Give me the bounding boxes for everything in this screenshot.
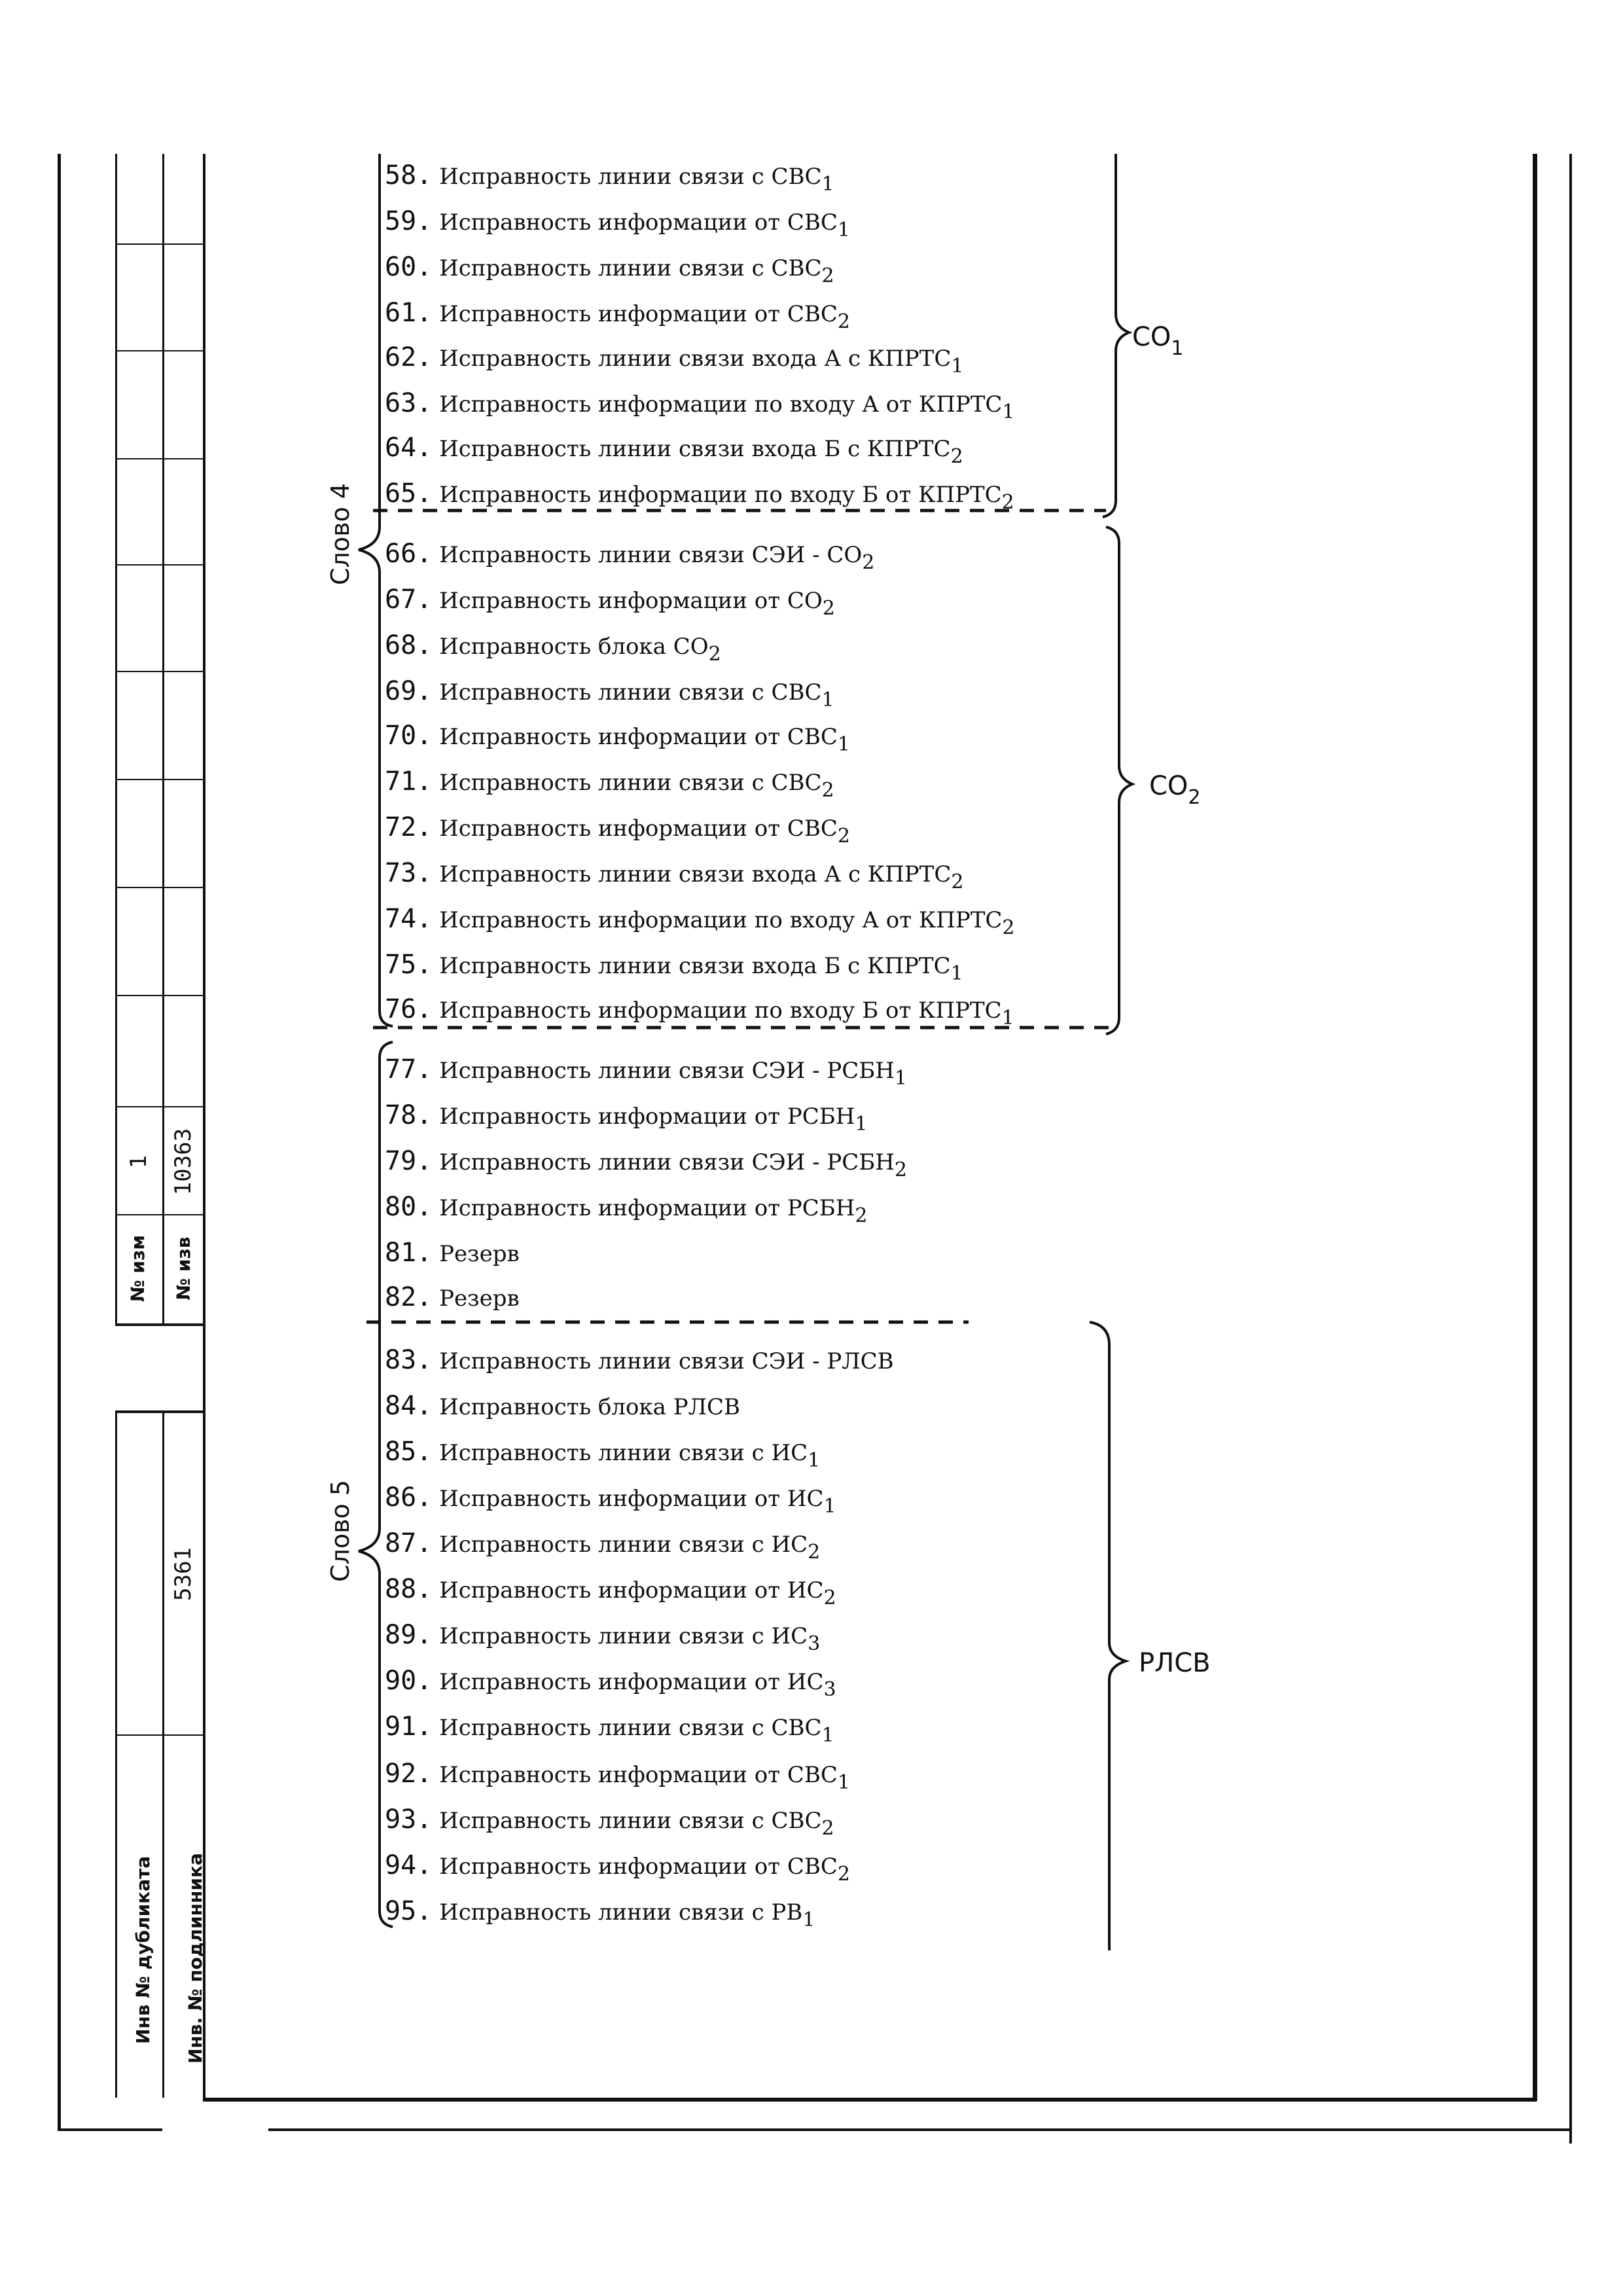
item-subscript: 2	[894, 1158, 907, 1181]
item-text: Исправность линии связи СЭИ - РСБН	[439, 1058, 895, 1084]
item-subscript: 2	[951, 870, 964, 893]
item-subscript: 1	[802, 1909, 815, 1931]
item-number: 95.	[385, 1896, 433, 1926]
group-co2-sub: 2	[1188, 786, 1201, 809]
item-text: Резерв	[439, 1285, 520, 1312]
item-text: Исправность линии связи с СВС	[439, 1715, 822, 1741]
item-number: 64.	[385, 433, 433, 463]
item-subscript: 2	[1002, 916, 1015, 939]
item-number: 72.	[385, 812, 433, 842]
item-text: Исправность информации от СВС	[439, 301, 838, 327]
item-subscript: 2	[837, 1863, 850, 1886]
item-number: 71.	[385, 766, 433, 797]
item-number: 93.	[385, 1804, 433, 1835]
item-text: Исправность информации по входу А от КПРТС	[439, 391, 1003, 418]
brace-rlsv	[1090, 1322, 1126, 1950]
item-text: Исправность линии связи с ИС	[439, 1440, 808, 1466]
item-subscript: 2	[821, 1817, 834, 1840]
item-text: Исправность линии связи СЭИ - РЛСВ	[439, 1348, 894, 1374]
stamp-inv-orig-label: Инв. № подлинника	[185, 1853, 206, 2064]
item-text: Исправность линии связи с РВ	[439, 1899, 803, 1926]
item-subscript: 2	[821, 779, 834, 802]
item-number: 92.	[385, 1759, 433, 1789]
item-text: Исправность информации от РСБН	[439, 1195, 855, 1221]
brace-co1	[1103, 154, 1129, 517]
item-number: 86.	[385, 1482, 433, 1513]
stamp-inv-dup-label: Инв № дубликата	[132, 1856, 154, 2044]
item-subscript: 3	[823, 1678, 836, 1701]
item-subscript: 1	[808, 1449, 821, 1472]
item-number: 80.	[385, 1192, 433, 1222]
item-text: Исправность линии связи с ИС	[439, 1532, 808, 1558]
item-text: Исправность линии связи СЭИ - СО	[439, 542, 863, 568]
stamp-izm-value: 1	[126, 1155, 152, 1169]
item-text: Исправность линии связи входа Б с КПРТС	[439, 953, 951, 979]
item-text: Исправность линии связи СЭИ - РСБН	[439, 1149, 895, 1175]
item-subscript: 1	[821, 689, 834, 711]
stamp-izv-label: № изв	[173, 1236, 194, 1300]
item-number: 82.	[385, 1282, 433, 1312]
item-text: Исправность блока СО	[439, 634, 709, 660]
brace-word-5	[359, 1042, 393, 1927]
item-subscript: 1	[837, 219, 850, 242]
item-number: 85.	[385, 1437, 433, 1467]
item-subscript: 1	[1001, 1007, 1014, 1030]
item-text: Исправность линии связи входа А с КПРТС	[439, 346, 952, 372]
brace-word-4	[359, 154, 393, 1026]
group-co1-main: CO	[1132, 322, 1171, 352]
item-subscript: 1	[855, 1113, 868, 1136]
item-number: 63.	[385, 388, 433, 418]
item-subscript: 1	[823, 1495, 836, 1518]
item-number: 59.	[385, 206, 433, 236]
item-subscript: 2	[837, 310, 850, 333]
item-number: 91.	[385, 1712, 433, 1742]
item-number: 87.	[385, 1528, 433, 1558]
item-text: Исправность информации от ИС	[439, 1486, 824, 1512]
item-subscript: 2	[862, 551, 875, 574]
word-5-label: Слово 5	[326, 1480, 355, 1582]
item-text: Исправность линии связи с СВС	[439, 770, 822, 796]
item-subscript: 1	[821, 1724, 834, 1747]
item-number: 66.	[385, 539, 433, 569]
item-subscript: 3	[808, 1632, 821, 1655]
item-number: 79.	[385, 1146, 433, 1176]
item-number: 73.	[385, 858, 433, 888]
item-number: 58.	[385, 160, 433, 190]
item-text: Исправность линии связи с СВС	[439, 255, 822, 281]
item-text: Исправность линии связи с СВС	[439, 164, 822, 190]
item-number: 69.	[385, 676, 433, 706]
item-number: 78.	[385, 1100, 433, 1130]
item-text: Исправность информации от СВС	[439, 1762, 838, 1788]
item-text: Исправность информации по входу Б от КПРТС	[439, 997, 1002, 1024]
item-number: 61.	[385, 298, 433, 328]
item-text: Исправность информации от СО	[439, 588, 823, 614]
word-4-label: Слово 4	[326, 483, 355, 585]
item-text: Исправность линии связи входа Б с КПРТС	[439, 436, 951, 462]
item-text: Исправность информации от РСБН	[439, 1103, 855, 1130]
item-text: Исправность линии связи с СВС	[439, 679, 822, 706]
item-text: Исправность линии связи входа А с КПРТС	[439, 861, 952, 888]
item-subscript: 2	[1001, 491, 1014, 514]
item-subscript: 2	[837, 825, 850, 848]
brace-co2	[1106, 527, 1132, 1034]
item-number: 90.	[385, 1666, 433, 1696]
stamp-inv-orig-value: 5361	[170, 1547, 196, 1601]
item-subscript: 2	[822, 597, 835, 620]
item-number: 74.	[385, 904, 433, 934]
item-number: 89.	[385, 1620, 433, 1650]
item-subscript: 2	[950, 445, 963, 468]
item-number: 70.	[385, 721, 433, 751]
item-subscript: 1	[837, 733, 850, 756]
item-text: Резерв	[439, 1241, 520, 1267]
item-subscript: 2	[821, 264, 834, 287]
group-co1-sub: 1	[1171, 337, 1184, 360]
item-subscript: 2	[808, 1541, 821, 1564]
item-subscript: 1	[951, 355, 964, 378]
item-number: 88.	[385, 1574, 433, 1604]
item-number: 60.	[385, 252, 433, 282]
item-text: Исправность линии связи с СВС	[439, 1808, 822, 1834]
item-number: 81.	[385, 1238, 433, 1268]
item-subscript: 1	[837, 1771, 850, 1794]
item-subscript: 1	[894, 1067, 907, 1090]
item-subscript: 1	[950, 962, 963, 985]
item-text: Исправность информации по входу Б от КПРТС	[439, 482, 1002, 508]
item-text: Исправность информации от СВС	[439, 724, 838, 750]
item-number: 77.	[385, 1054, 433, 1085]
group-rlsv-label: РЛСВ	[1139, 1648, 1211, 1678]
item-number: 67.	[385, 584, 433, 615]
item-subscript: 1	[821, 173, 834, 196]
item-number: 94.	[385, 1850, 433, 1880]
item-number: 83.	[385, 1345, 433, 1375]
item-number: 68.	[385, 630, 433, 660]
item-subscript: 2	[708, 643, 721, 666]
item-subscript: 1	[1002, 401, 1015, 423]
item-text: Исправность информации от СВС	[439, 816, 838, 842]
item-text: Исправность информации от СВС	[439, 1854, 838, 1880]
stamp-izm-label: № изм	[127, 1234, 149, 1302]
item-number: 76.	[385, 994, 433, 1024]
stamp-izv-value: 10363	[170, 1128, 196, 1196]
item-text: Исправность информации от СВС	[439, 209, 838, 236]
item-number: 62.	[385, 342, 433, 372]
item-number: 65.	[385, 478, 433, 509]
item-text: Исправность линии связи с ИС	[439, 1623, 808, 1649]
item-text: Исправность информации от ИС	[439, 1577, 824, 1604]
group-co2-main: CO	[1149, 771, 1188, 801]
item-text: Исправность информации по входу А от КПРТС	[439, 907, 1003, 933]
item-subscript: 2	[823, 1587, 836, 1609]
item-number: 75.	[385, 950, 433, 980]
item-subscript: 2	[855, 1204, 868, 1227]
item-text: Исправность блока РЛСВ	[439, 1394, 741, 1420]
item-text: Исправность информации от ИС	[439, 1669, 824, 1695]
item-number: 84.	[385, 1391, 433, 1421]
